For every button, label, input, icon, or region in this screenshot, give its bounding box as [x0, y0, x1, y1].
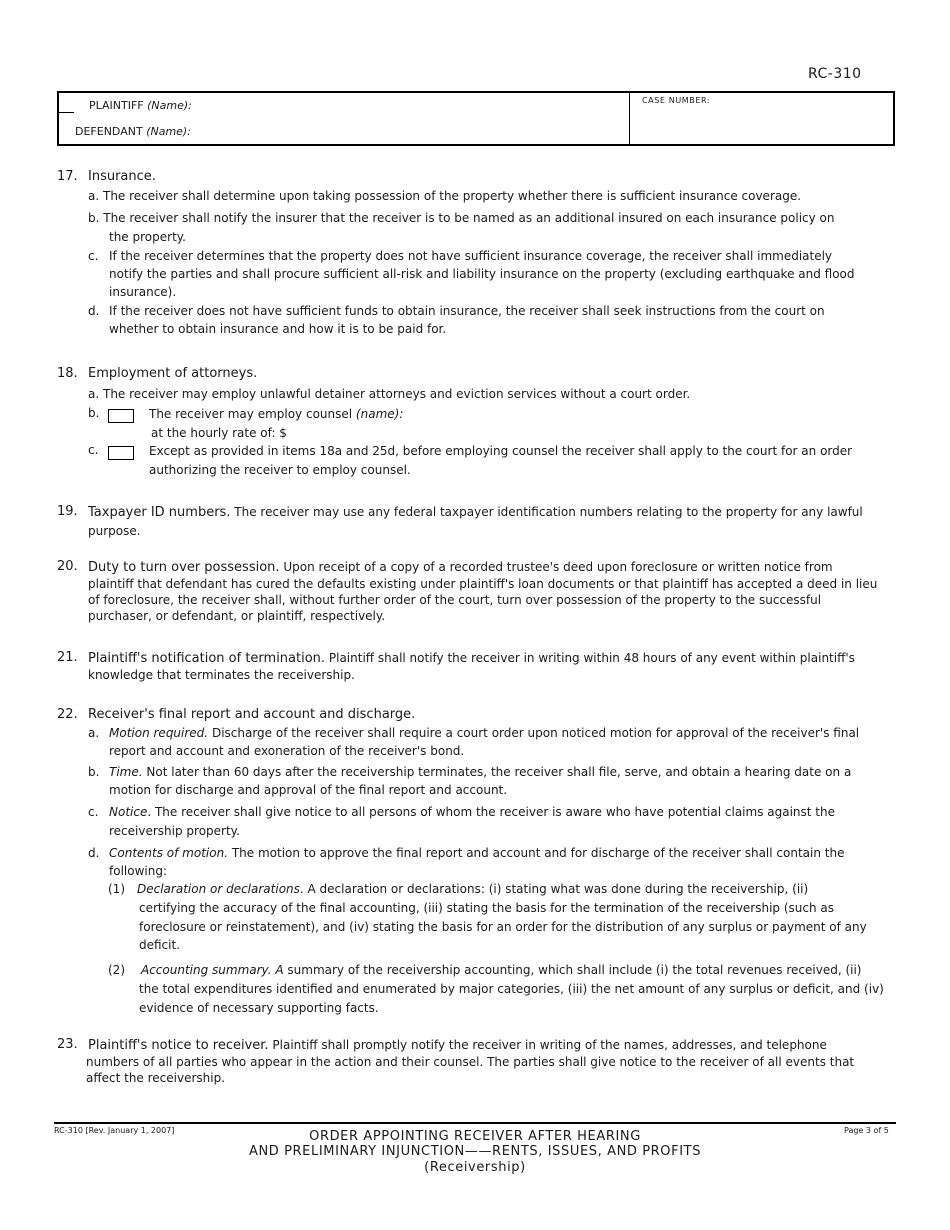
footer-rule — [54, 1122, 896, 1124]
caption-divider — [629, 93, 630, 144]
item-22b-heading: Time. — [109, 765, 143, 779]
item-22-title: Receiver's final report and account and discharge. — [88, 707, 416, 722]
item-19-title: Taxpayer ID numbers. — [88, 505, 231, 520]
item-17c-cont2: insurance). — [109, 285, 177, 299]
item-18-title: Employment of attorneys. — [88, 366, 258, 381]
item-22d1-cont: certifying the accuracy of the final accounting, (iii) stating the basis for the termination of the receivership (such as — [139, 901, 835, 915]
plaintiff-name-hint: (Name): — [147, 99, 192, 112]
plaintiff-field[interactable] — [89, 99, 192, 112]
item-18c: Except as provided in items 18a and 25d, before employing counsel the receiver shall apply to the court for an order — [149, 444, 853, 458]
item-17b-cont: the property. — [109, 230, 186, 244]
item-22d2-label: (2) — [108, 963, 125, 977]
item-23-number: 23. — [57, 1037, 78, 1052]
item-19-number: 19. — [57, 504, 78, 519]
item-22d1-cont2: foreclosure or reinstatement), and (iv) stating the basis for an order for the distribution of any surplus or payment of any — [139, 920, 867, 934]
item-23-title: Plaintiff's notice to receiver. — [88, 1038, 269, 1053]
item-22b-text: Not later than 60 days after the receivership terminates, the receiver shall file, serve, and obtain a hearing date on a — [146, 765, 852, 779]
item-18a: a. The receiver may employ unlawful detainer attorneys and eviction services without a court order. — [88, 387, 691, 401]
defendant-label: DEFENDANT — [75, 125, 143, 138]
item-18c-cont: authorizing the receiver to employ counsel. — [149, 463, 411, 477]
item-18-number: 18. — [57, 366, 78, 381]
item-17a: a. The receiver shall determine upon taking possession of the property whether there is sufficient insurance coverage. — [88, 189, 802, 203]
item-18b-name-hint: (name): — [355, 407, 404, 421]
item-17-title: Insurance. — [88, 169, 156, 184]
item-17d-cont: whether to obtain insurance and how it is to be paid for. — [109, 322, 447, 336]
item-18b-checkbox[interactable] — [108, 409, 134, 423]
item-20-cont2: of foreclosure, the receiver shall, without further order of the court, turn over possession of the property to the successful — [88, 593, 822, 607]
item-23-cont: numbers of all parties who appear in the action and their counsel. The parties shall give notice to the receiver of all events that — [86, 1055, 855, 1069]
footer-title-line3: (Receivership) — [424, 1160, 526, 1175]
item-18b-label: b. — [88, 406, 100, 420]
item-22-number: 22. — [57, 707, 78, 722]
item-17c: If the receiver determines that the property does not have sufficient insurance coverage, the receiver shall immediately — [109, 249, 833, 263]
item-23-text: Plaintiff shall promptly notify the receiver in writing of the names, addresses, and telephone — [272, 1038, 827, 1052]
item-22b-label: b. — [88, 765, 100, 779]
item-22d-cont: following: — [109, 864, 167, 878]
item-20-text: Upon receipt of a copy of a recorded trustee's deed upon foreclosure or written notice from — [283, 560, 833, 574]
item-18c-checkbox[interactable] — [108, 446, 134, 460]
item-19 — [88, 503, 863, 522]
item-22d1-text: . A declaration or declarations: (i) stating what was done during the receivership, (ii) — [299, 882, 809, 896]
item-22a-cont: report and account and exoneration of the receiver's bond. — [109, 744, 465, 758]
item-17d-label: d. — [88, 304, 100, 318]
item-22a-label: a. — [88, 726, 100, 740]
item-17d: If the receiver does not have sufficient funds to obtain insurance, the receiver shall seek instructions from the court on — [109, 304, 825, 318]
item-22b-cont: motion for discharge and approval of the final report and account. — [109, 783, 508, 797]
item-21-cont: knowledge that terminates the receivership. — [88, 668, 355, 682]
item-22c-heading: Notice — [109, 805, 148, 819]
item-22a-heading: Motion required. — [109, 726, 209, 740]
footer-title-line2: AND PRELIMINARY INJUNCTION——RENTS, ISSUES, AND PROFITS — [248, 1144, 702, 1159]
item-22a-text: Discharge of the receiver shall require a court order upon noticed motion for approval of the receiver's final — [211, 726, 860, 740]
footer-page-number: Page 3 of 5 — [844, 1126, 889, 1135]
item-20-number: 20. — [57, 559, 78, 574]
defendant-name-hint: (Name): — [146, 125, 191, 138]
item-22c-label: c. — [88, 805, 99, 819]
item-22d1-heading: Declaration or declarations — [137, 882, 300, 896]
item-22d-heading: Contents of motion. — [109, 846, 229, 860]
item-22d-text: The motion to approve the final report and account and for discharge of the receiver shall contain the — [231, 846, 845, 860]
caption-box — [57, 91, 895, 146]
item-22d2-text: summary of the receivership accounting, which shall include (i) the total revenues received, (ii) — [287, 963, 862, 977]
item-22d1 — [137, 880, 808, 898]
item-22b — [109, 763, 851, 781]
item-18b-rate: at the hourly rate of: $ — [151, 426, 287, 440]
item-21-number: 21. — [57, 650, 78, 665]
item-19-text: The receiver may use any federal taxpayer identification numbers relating to the property for any lawful — [234, 505, 863, 519]
item-17b: b. The receiver shall notify the insurer that the receiver is to be named as an additional insured on each insurance policy on — [88, 211, 835, 225]
plaintiff-label: PLAINTIFF — [89, 99, 144, 112]
item-20-cont: plaintiff that defendant has cured the defaults existing under plaintiff's loan documents or that plaintiff has accepted a deed in lieu — [88, 577, 878, 591]
case-number-label: CASE NUMBER: — [642, 96, 711, 105]
item-19-cont: purpose. — [88, 524, 141, 538]
item-22c-text: . The receiver shall give notice to all persons of whom the receiver is aware who have potential claims against the — [147, 805, 835, 819]
item-17-number: 17. — [57, 169, 78, 184]
item-22a — [109, 724, 859, 742]
caption-tick — [59, 112, 74, 113]
item-22d1-cont3: deficit. — [139, 938, 181, 952]
item-22d2-cont2: evidence of necessary supporting facts. — [139, 1001, 379, 1015]
item-21-text: Plaintiff shall notify the receiver in writing within 48 hours of any event within plaintiff's — [328, 651, 855, 665]
form-number: RC-310 — [808, 66, 862, 82]
item-18c-label: c. — [88, 443, 99, 457]
footer-revision: RC-310 [Rev. January 1, 2007] — [54, 1126, 175, 1135]
item-17c-label: c. — [88, 249, 99, 263]
item-22c-cont: receivership property. — [109, 824, 240, 838]
item-22c — [109, 803, 835, 821]
item-22d2-heading: Accounting summary. A — [141, 963, 284, 977]
item-22d1-label: (1) — [108, 882, 125, 896]
item-22d — [109, 844, 844, 862]
item-22d2-cont: the total expenditures identified and enumerated by major categories, (iii) the net amount of any surplus or deficit, and (iv) — [139, 982, 884, 996]
item-22d2 — [141, 961, 862, 979]
item-23-cont2: affect the receivership. — [86, 1071, 226, 1085]
item-18b-text: The receiver may employ counsel — [149, 407, 353, 421]
item-21-title: Plaintiff's notification of termination. — [88, 651, 326, 666]
item-18b — [149, 405, 403, 423]
item-17c-cont: notify the parties and shall procure sufficient all-risk and liability insurance on the property (excluding earthquake and flood — [109, 267, 855, 281]
defendant-field[interactable] — [75, 125, 191, 138]
item-20-cont3: purchaser, or defendant, or plaintiff, respectively. — [88, 609, 386, 623]
footer-title-line1: ORDER APPOINTING RECEIVER AFTER HEARING — [309, 1129, 641, 1144]
case-number-field[interactable] — [642, 96, 710, 105]
item-22d-label: d. — [88, 846, 100, 860]
item-20-title: Duty to turn over possession. — [88, 560, 280, 575]
